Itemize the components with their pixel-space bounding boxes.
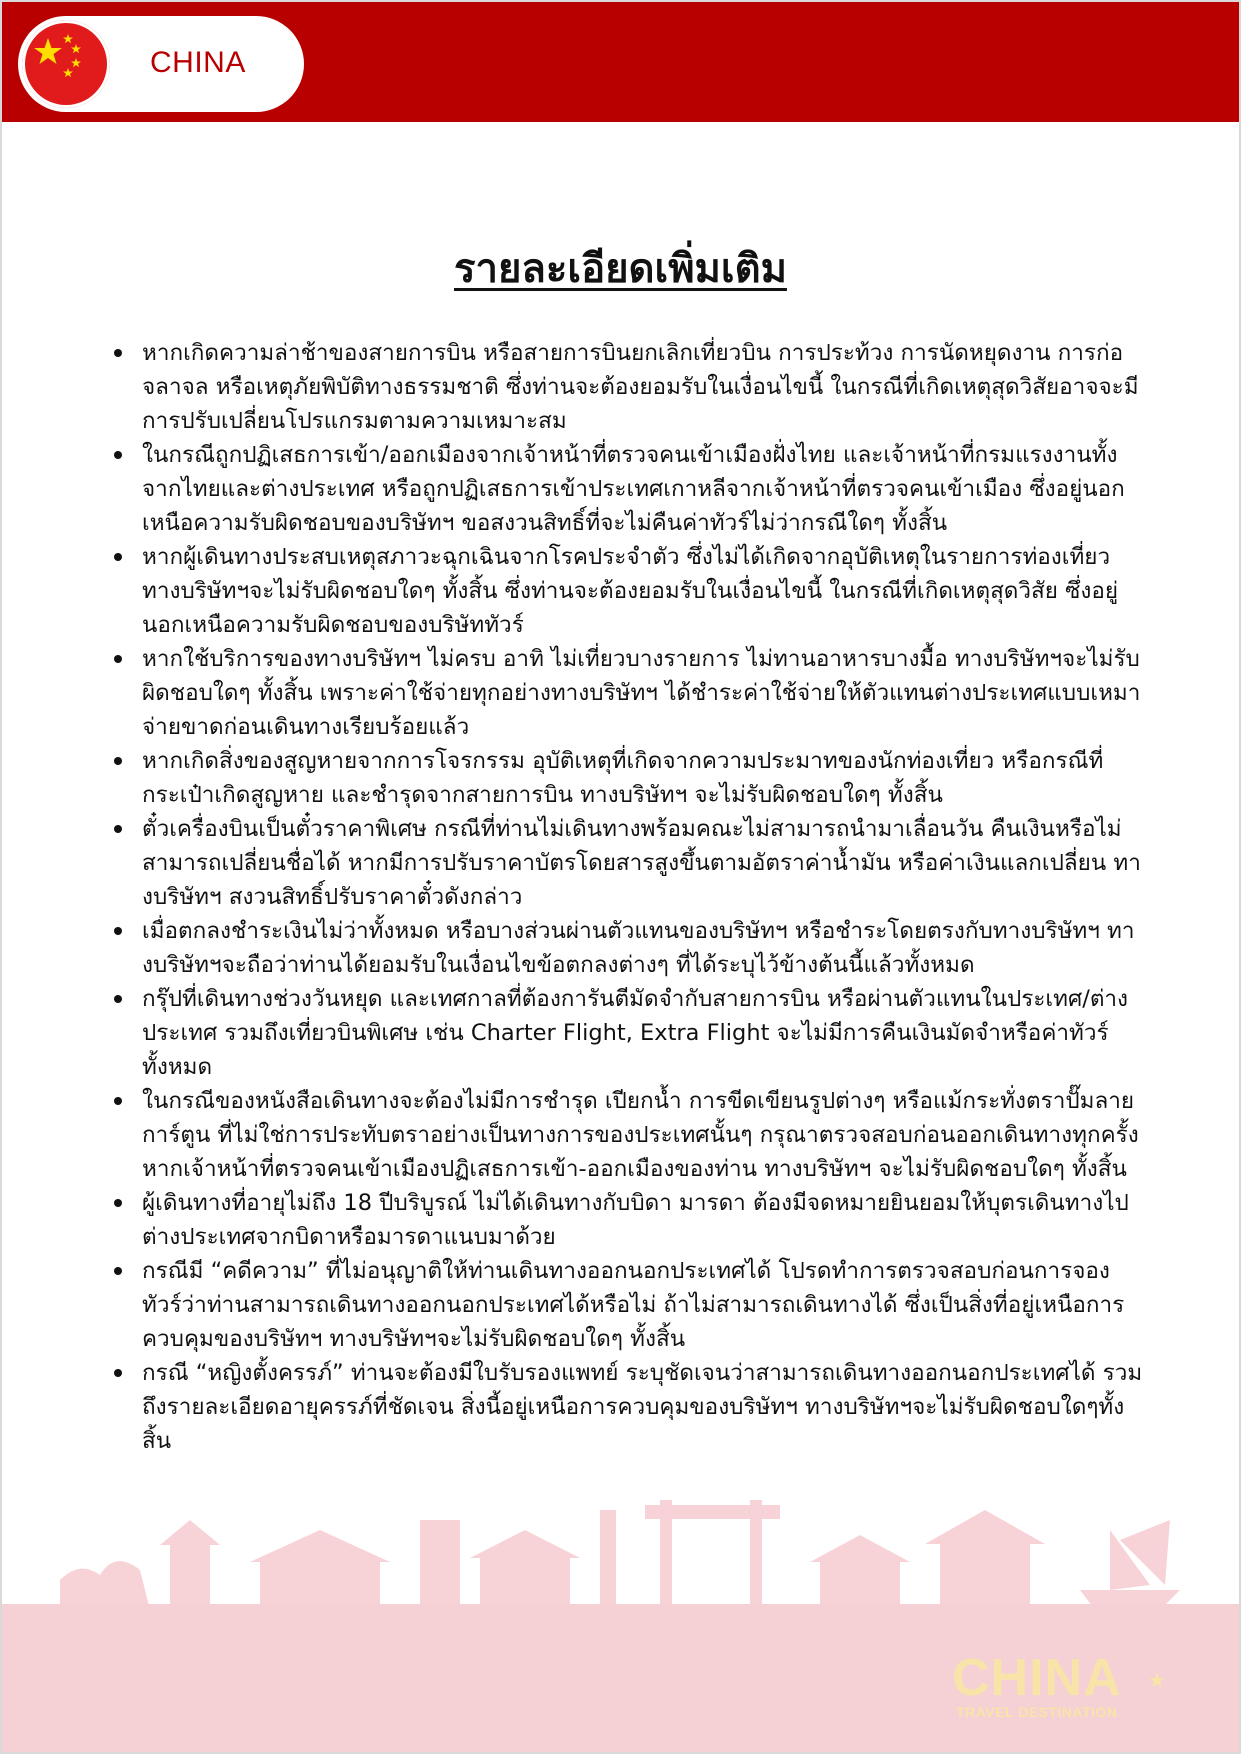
term-item	[112, 812, 1144, 914]
bullet-icon	[114, 655, 122, 663]
brand-tagline: TRAVEL DESTINATION	[956, 1704, 1118, 1720]
bullet-icon	[114, 757, 122, 765]
brand-logo	[952, 1648, 1202, 1738]
term-text: ในกรณีของหนังสือเดินทางจะต้องไม่มีการชำรุด เปียกน้ำ การขีดเขียนรูปต่างๆ หรือแม้กระทั่งตราปั๊มลายการ์ตูน ที่ไม่ใช่การประทับตราอย่างเป็นทางการของประเทศนั้นๆ กรุณาตรวจสอบก่อนออกเดินทางทุกครั้ง หากเจ้าหน้าที่ตรวจคนเข้าเมืองปฏิเสธการเข้า-ออกเมืองของท่าน ทางบริษัทฯ จะไม่รับผิดชอบใดๆ ทั้งสิ้น	[142, 1088, 1139, 1182]
page-title: รายละเอียดเพิ่มเติม	[454, 246, 787, 292]
term-item	[112, 336, 1144, 438]
bullet-icon	[114, 825, 122, 833]
term-text: กรุ๊ปที่เดินทางช่วงวันหยุด และเทศกาลที่ต้องการันตีมัดจำกับสายการบิน หรือผ่านตัวแทนในประเทศ/ต่างประเทศ รวมถึงเที่ยวบินพิเศษ เช่น Charter Flight, Extra Flight จะไม่มีการคืนเงินมัดจำหรือค่าทัวร์ทั้งหมด	[142, 986, 1129, 1080]
term-item	[112, 982, 1144, 1084]
terms-list	[112, 336, 1144, 1458]
term-text: ผู้เดินทางที่อายุไม่ถึง 18 ปีบริบูรณ์ ไม่ได้เดินทางกับบิดา มารดา ต้องมีจดหมายยินยอมให้บุตรเดินทางไปต่างประเทศจากบิดาหรือมารดาแนบมาด้วย	[142, 1190, 1129, 1250]
term-text: หากเกิดความล่าช้าของสายการบิน หรือสายการบินยกเลิกเที่ยวบิน การประท้วง การนัดหยุดงาน การก่อจลาจล หรือเหตุภัยพิบัติทางธรรมชาติ ซึ่งท่านจะต้องยอมรับในเงื่อนไขนี้ ในกรณีที่เกิดเหตุสุดวิสัยอาจจะมีการปรับเปลี่ยนโปรแกรมตามความเหมาะสม	[142, 340, 1139, 434]
term-text: หากใช้บริการของทางบริษัทฯ ไม่ครบ อาทิ ไม่เที่ยวบางรายการ ไม่ทานอาหารบางมื้อ ทางบริษัทฯจะไม่รับผิดชอบใดๆ ทั้งสิ้น เพราะค่าใช้จ่ายทุกอย่างทางบริษัทฯ ได้ชำระค่าใช้จ่ายให้ตัวแทนต่างประเทศแบบเหมาจ่ายขาดก่อนเดินทางเรียบร้อยแล้ว	[142, 646, 1141, 740]
skyline-decoration	[60, 1500, 1190, 1610]
bullet-icon	[114, 995, 122, 1003]
header-bar	[2, 2, 1239, 122]
term-text: กรณี “หญิงตั้งครรภ์” ท่านจะต้องมีใบรับรองแพทย์ ระบุชัดเจนว่าสามารถเดินทางออกนอกประเทศได้ รวมถึงรายละเอียดอายุครรภ์ที่ชัดเจน สิ่งนี้อยู่เหนือการควบคุมของบริษัทฯ ทางบริษัทฯจะไม่รับผิดชอบใดๆทั้งสิ้น	[142, 1360, 1143, 1454]
bullet-icon	[114, 349, 122, 357]
bullet-icon	[114, 553, 122, 561]
term-item	[112, 1356, 1144, 1458]
bullet-icon	[114, 927, 122, 935]
china-flag-icon	[22, 20, 110, 108]
term-text: หากผู้เดินทางประสบเหตุสภาวะฉุกเฉินจากโรคประจำตัว ซึ่งไม่ได้เกิดจากอุบัติเหตุในรายการท่องเที่ยว ทางบริษัทฯจะไม่รับผิดชอบใดๆ ทั้งสิ้น ซึ่งท่านจะต้องยอมรับในเงื่อนไขนี้ ในกรณีที่เกิดเหตุสุดวิสัย ซึ่งอยู่นอกเหนือความรับผิดชอบของบริษัททัวร์	[142, 544, 1119, 638]
term-item	[112, 642, 1144, 744]
term-item	[112, 438, 1144, 540]
bullet-icon	[114, 1267, 122, 1275]
term-text: ในกรณีถูกปฏิเสธการเข้า/ออกเมืองจากเจ้าหน้าที่ตรวจคนเข้าเมืองฝั่งไทย และเจ้าหน้าที่กรมแรงงานทั้งจากไทยและต่างประเทศ หรือถูกปฏิเสธการเข้าประเทศเกาหลีจากเจ้าหน้าที่ตรวจคนเข้าเมือง ซึ่งอยู่นอกเหนือความรับผิดชอบของบริษัทฯ ขอสงวนสิทธิ์ที่จะไม่คืนค่าทัวร์ไม่ว่ากรณีใดๆ ทั้งสิ้น	[142, 442, 1125, 536]
country-badge	[18, 16, 304, 112]
bullet-icon	[114, 1199, 122, 1207]
country-label: CHINA	[150, 46, 246, 79]
term-text: ตั๋วเครื่องบินเป็นตั๋วราคาพิเศษ กรณีที่ท่านไม่เดินทางพร้อมคณะไม่สามารถนำมาเลื่อนวัน คืนเงินหรือไม่สามารถเปลี่ยนชื่อได้ หากมีการปรับราคาบัตรโดยสารสูงขึ้นตามอัตราค่าน้ำมัน หรือค่าเงินแลกเปลี่ยน ทางบริษัทฯ สงวนสิทธิ์ปรับราคาตั๋วดังกล่าว	[142, 816, 1141, 910]
term-item	[112, 914, 1144, 982]
term-item	[112, 1186, 1144, 1254]
term-item	[112, 1084, 1144, 1186]
term-text: หากเกิดสิ่งของสูญหายจากการโจรกรรม อุบัติเหตุที่เกิดจากความประมาทของนักท่องเที่ยว หรือกรณีที่กระเป๋าเกิดสูญหาย และชำรุดจากสายการบิน ทางบริษัทฯ จะไม่รับผิดชอบใดๆ ทั้งสิ้น	[142, 748, 1104, 808]
brand-name: CHINA	[952, 1649, 1122, 1707]
bullet-icon	[114, 1369, 122, 1377]
term-item	[112, 744, 1144, 812]
bullet-icon	[114, 1097, 122, 1105]
bullet-icon	[114, 451, 122, 459]
term-text: เมื่อตกลงชำระเงินไม่ว่าทั้งหมด หรือบางส่วนผ่านตัวแทนของบริษัทฯ หรือชำระโดยตรงกับทางบริษัทฯ ทางบริษัทฯจะถือว่าท่านได้ยอมรับในเงื่อนไขข้อตกลงต่างๆ ที่ได้ระบุไว้ข้างต้นนี้แล้วทั้งหมด	[142, 918, 1135, 978]
term-text: กรณีมี “คดีความ” ที่ไม่อนุญาติให้ท่านเดินทางออกนอกประเทศได้ โปรดทำการตรวจสอบก่อนการจองทัวร์ว่าท่านสามารถเดินทางออกนอกประเทศได้หรือไม่ ถ้าไม่สามารถเดินทางได้ ซึ่งเป็นสิ่งที่อยู่เหนือการควบคุมของบริษัทฯ ทางบริษัทฯจะไม่รับผิดชอบใดๆ ทั้งสิ้น	[142, 1258, 1125, 1352]
star-icon: ★	[1148, 1668, 1166, 1692]
term-item	[112, 1254, 1144, 1356]
term-item	[112, 540, 1144, 642]
